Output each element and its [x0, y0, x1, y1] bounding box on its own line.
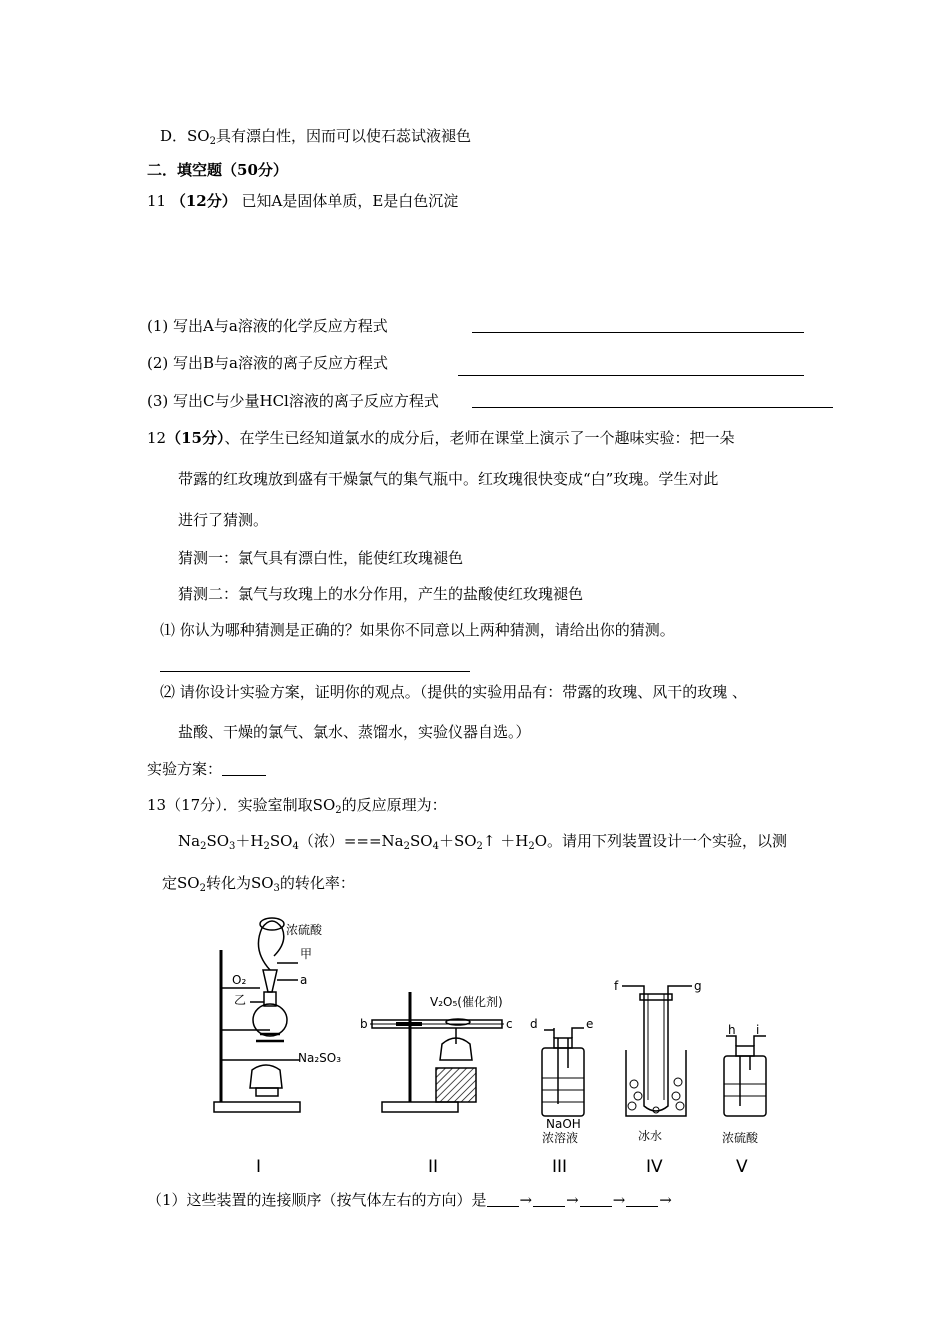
q13-sub-1: （1）这些装置的连接顺序（按气体左右的方向）是 → → → →: [147, 1191, 672, 1209]
label-b: b: [360, 1017, 368, 1031]
label-na2so3: Na₂SO₃: [298, 1051, 342, 1065]
apparatus-figure: [200, 910, 800, 1180]
label-jia: 甲: [300, 947, 313, 961]
q11-item-1: (1) 写出A与a溶液的化学反应方程式: [147, 317, 388, 335]
answer-line[interactable]: [472, 407, 833, 408]
section-title: 二．填空题（50分）: [147, 161, 288, 179]
answer-line[interactable]: [160, 671, 470, 672]
q11-heading: 11 （12分） 已知A是固体单质，E是白色沉淀: [147, 192, 459, 210]
label-v2o5: V₂O₅(催化剂): [430, 995, 503, 1009]
label-conc-h2so4-2: 浓硫酸: [722, 1131, 759, 1145]
label-ice-water: 冰水: [638, 1129, 663, 1143]
q13-heading: 13（17分）．实验室制取$SO_2$的反应原理为：: [147, 796, 447, 816]
label-e: e: [586, 1017, 594, 1031]
label-yi: 乙: [234, 993, 247, 1007]
q12-line-2: 带露的红玫瑰放到盛有干燥氯气的集气瓶中。红玫瑰很快变成“白”玫瑰。学生对此: [178, 470, 719, 488]
numeral-4: IV: [646, 1157, 663, 1177]
numeral-5: V: [736, 1157, 748, 1177]
label-i: i: [756, 1023, 760, 1037]
label-g: g: [694, 979, 702, 993]
numeral-3: III: [552, 1157, 568, 1177]
numeral-1: I: [256, 1157, 262, 1177]
label-h: h: [728, 1023, 736, 1037]
answer-blank[interactable]: [580, 1192, 612, 1207]
answer-blank[interactable]: [222, 761, 266, 776]
q13-line-3: 定$SO_2$转化为$SO_3$的转化率：: [162, 874, 355, 894]
numeral-2: II: [428, 1157, 439, 1177]
q12-heading: 12（15分）、在学生已经知道氯水的成分后，老师在课堂上演示了一个趣味实验：把一朵: [147, 429, 735, 447]
answer-blank[interactable]: [626, 1192, 658, 1207]
option-d: D．$SO_2$具有漂白性，因而可以使石蕊试液褪色: [160, 127, 471, 147]
apparatus-3: [542, 1028, 584, 1116]
answer-blank[interactable]: [533, 1192, 565, 1207]
q12-sub-2b: 盐酸、干燥的氯气、氯水、蒸馏水，实验仪器自选。）: [178, 723, 531, 741]
apparatus-4: [622, 986, 692, 1116]
label-a: a: [300, 973, 308, 987]
label-c: c: [506, 1017, 513, 1031]
label-d: d: [530, 1017, 538, 1031]
q11-item-2: (2) 写出B与a溶液的离子反应方程式: [147, 354, 388, 372]
apparatus-1: [214, 918, 300, 1112]
apparatus-2: [370, 992, 504, 1112]
q12-guess-1: 猜测一：氯气具有漂白性，能使红玫瑰褪色: [178, 549, 464, 567]
answer-line[interactable]: [472, 332, 804, 333]
q12-guess-2: 猜测二：氯气与玫瑰上的水分作用，产生的盐酸使红玫瑰褪色: [178, 585, 584, 603]
label-naoh: NaOH: [546, 1117, 581, 1131]
label-o2: O₂: [232, 973, 247, 987]
q12-sub-2a: ⑵ 请你设计实验方案，证明你的观点。（提供的实验用品有：带露的玫瑰、风干的玫瑰 、: [160, 683, 748, 701]
label-conc-solution: 浓溶液: [542, 1131, 579, 1145]
q12-plan: 实验方案：: [147, 759, 266, 779]
answer-line[interactable]: [458, 375, 804, 376]
answer-blank[interactable]: [487, 1192, 519, 1207]
q13-equation: $Na_2SO_3+H_2SO_4$（浓）$===Na_2SO_4+SO_2↑ +H_2O$。请用下列装置设计一个实验，以测: [178, 832, 787, 852]
q12-line-3: 进行了猜测。: [178, 511, 269, 529]
apparatus-5: [724, 1036, 766, 1116]
label-conc-h2so4: 浓硫酸: [286, 923, 323, 937]
label-f: f: [614, 979, 619, 993]
q12-sub-1: ⑴ 你认为哪种猜测是正确的？如果你不同意以上两种猜测，请给出你的猜测。: [160, 621, 675, 639]
q11-item-3: (3) 写出C与少量HCl溶液的离子反应方程式: [147, 392, 439, 410]
